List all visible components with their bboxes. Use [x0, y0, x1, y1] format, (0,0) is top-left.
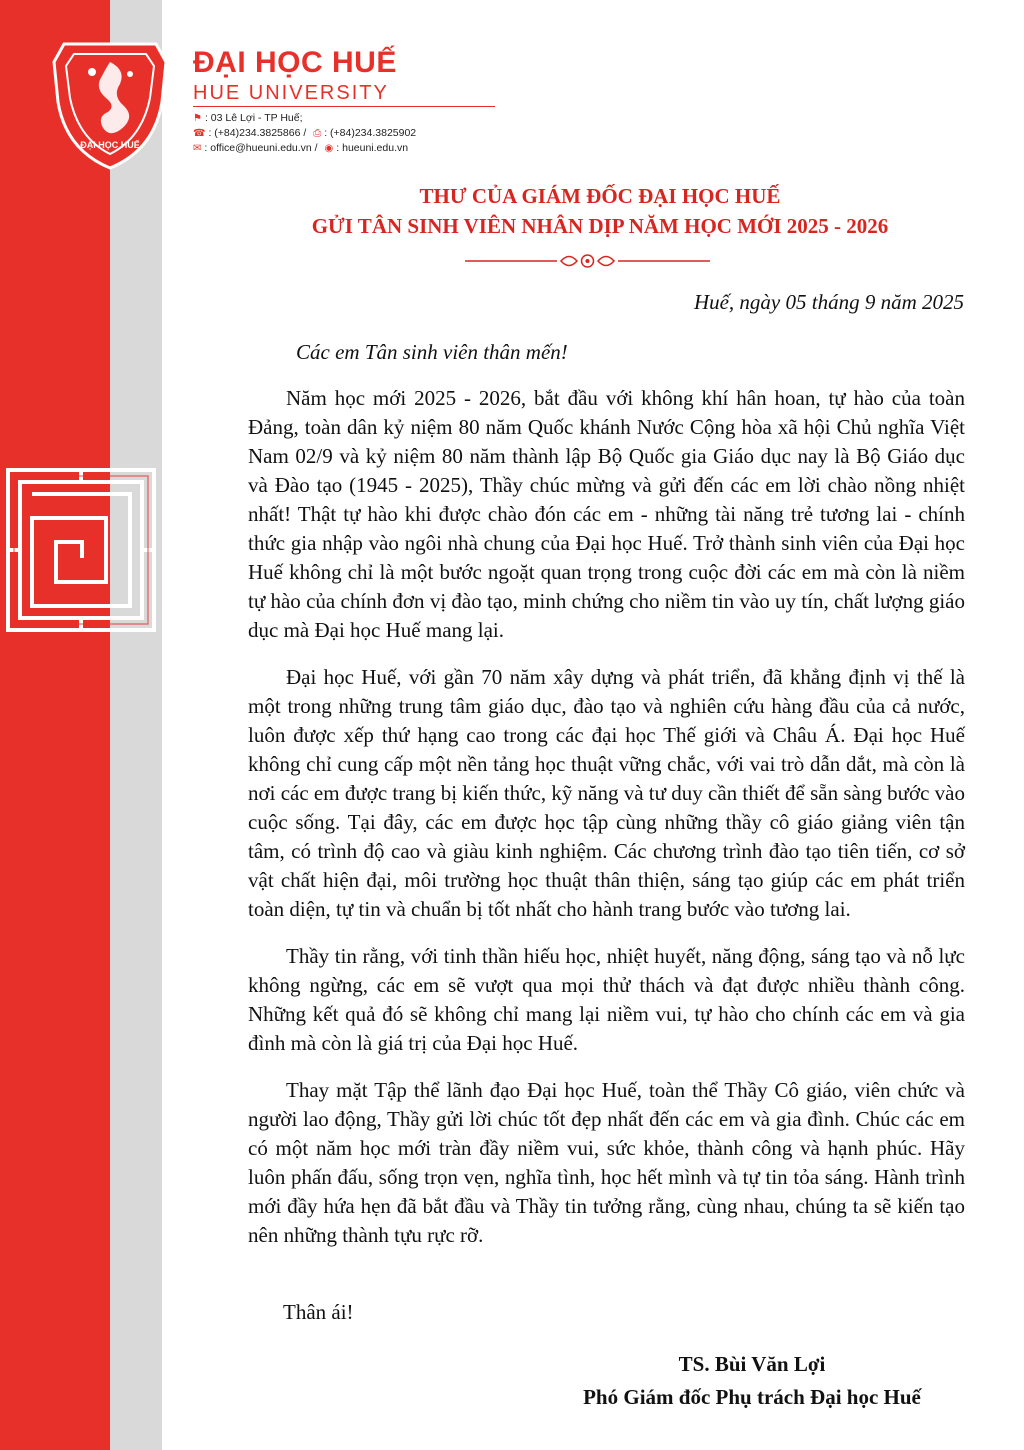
letter-body: [248, 384, 965, 1268]
letter-title-line-1: THƯ CỦA GIÁM ĐỐC ĐẠI HỌC HUẾ: [419, 184, 781, 208]
signature-block: [552, 1348, 952, 1414]
left-red-band: [0, 0, 110, 1450]
signer-position: Phó Giám đốc Phụ trách Đại học Huế: [583, 1385, 921, 1409]
body-paragraph: Thay mặt Tập thể lãnh đạo Đại học Huế, toàn thể Thầy Cô giáo, viên chức và người lao động, Thầy gửi lời chúc tốt đẹp nhất đến các em và gia đình. Chúc các em có một năm học mới tràn đầy niềm vui, sức khỏe, thành công và hạnh phúc. Hãy luôn phấn đấu, sống trọn vẹn, nghĩa tình, học hết mình và tự tin tỏa sáng. Hành trình mới đầy hứa hẹn đã bắt đầu và Thầy tin tưởng rằng, cùng nhau, chúng ta sẽ kiến tạo nên những thành tựu rực rỡ.: [248, 1078, 965, 1247]
address-text: : 03 Lê Lợi - TP Huế;: [204, 112, 303, 124]
email-icon: ✉: [193, 143, 202, 154]
website-text: : hueuni.edu.vn: [336, 142, 409, 154]
body-paragraph: Đại học Huế, với gần 70 năm xây dựng và phát triển, đã khẳng định vị thế là một trong những trung tâm giáo dục, đào tạo và nghiên cứu hàng đầu của cả nước, luôn được xếp thứ hạng cao trong các đại học Thế giới và Châu Á. Đại học Huế không chỉ cung cấp một nền tảng học thuật vững chắc, với vai trò dẫn dắt, mà còn là nơi các em được trang bị kiến thức, kỹ năng và tư duy cần thiết để sẵn sàng bước vào cuộc sống. Tại đây, các em được học tập cùng những thầy cô giáo giảng viên tận tâm, có trình độ cao và giàu kinh nghiệm. Các chương trình đào tạo tiên tiến, cơ sở vật chất hiện đại, môi trường học thuật thân thiện, sáng tạo giúp các em phát triển toàn diện, tự tin và chuẩn bị tốt nhất cho hành trang bước vào tương lai.: [248, 665, 965, 921]
contact-phone-fax: [193, 127, 416, 139]
body-paragraph: Thầy tin rằng, với tinh thần hiếu học, nhiệt huyết, năng động, sáng tạo và nỗ lực không ngừng, các em sẽ vượt qua mọi thử thách và đạt được nhiều thành công. Những kết quả đó sẽ không chỉ mang lại niềm vui, tự hào cho chính các em và gia đình mà còn là giá trị của Đại học Huế.: [248, 944, 965, 1055]
letter-greeting: Các em Tân sinh viên thân mến!: [296, 340, 568, 364]
brand-name-english: HUE UNIVERSITY: [193, 82, 389, 104]
fax-text: : (+84)234.3825902: [324, 127, 417, 139]
phone-text: : (+84)234.3825866 /: [208, 127, 307, 139]
globe-icon: ◉: [324, 143, 334, 154]
logo-text: ĐẠI HỌC HUẾ: [80, 140, 140, 150]
body-paragraph: Năm học mới 2025 - 2026, bắt đầu với không khí hân hoan, tự hào của toàn Đảng, toàn dân kỷ niệm 80 năm Quốc khánh Nước Cộng hòa xã hội Chủ nghĩa Việt Nam 02/9 và kỷ niệm 80 năm thành lập Bộ Quốc gia Giáo dục nay là Bộ Giáo dục và Đào tạo (1945 - 2025), Thầy chúc mừng và gửi đến các em lời chào nồng nhiệt nhất! Thật tự hào khi được chào đón các em - những tài năng trẻ tương lai - chính thức gia nhập vào ngôi nhà chung của Đại học Huế. Trở thành sinh viên của Đại học Huế không chỉ là một bước ngoặt quan trọng trong cuộc đời các em mà còn là niềm tự hào của chính đơn vị đào tạo, minh chứng cho niềm tin vào uy tín, chất lượng giáo dục mà Đại học Huế mang lại.: [248, 386, 965, 642]
letter-farewell: Thân ái!: [283, 1300, 354, 1324]
letter-date: Huế, ngày 05 tháng 9 năm 2025: [693, 290, 964, 314]
email-text: : office@hueuni.edu.vn /: [204, 142, 318, 154]
location-icon: ⚑: [193, 113, 202, 124]
letter-title-line-2: GỬI TÂN SINH VIÊN NHÂN DỊP NĂM HỌC MỚI 2025 - 2026: [311, 214, 889, 238]
signer-name: TS. Bùi Văn Lợi: [678, 1352, 826, 1376]
fret-pattern-decoration: [0, 462, 162, 638]
fax-icon: ⎙: [313, 128, 322, 139]
left-grey-band: [110, 0, 162, 1450]
header-divider: [193, 106, 495, 107]
phone-icon: ☎: [193, 128, 206, 139]
hue-university-logo: [50, 40, 170, 172]
brand-name-vietnamese: ĐẠI HỌC HUẾ: [193, 46, 397, 79]
contact-address: [193, 112, 303, 124]
contact-email-web: [193, 142, 408, 154]
ornament-divider: [465, 250, 710, 272]
